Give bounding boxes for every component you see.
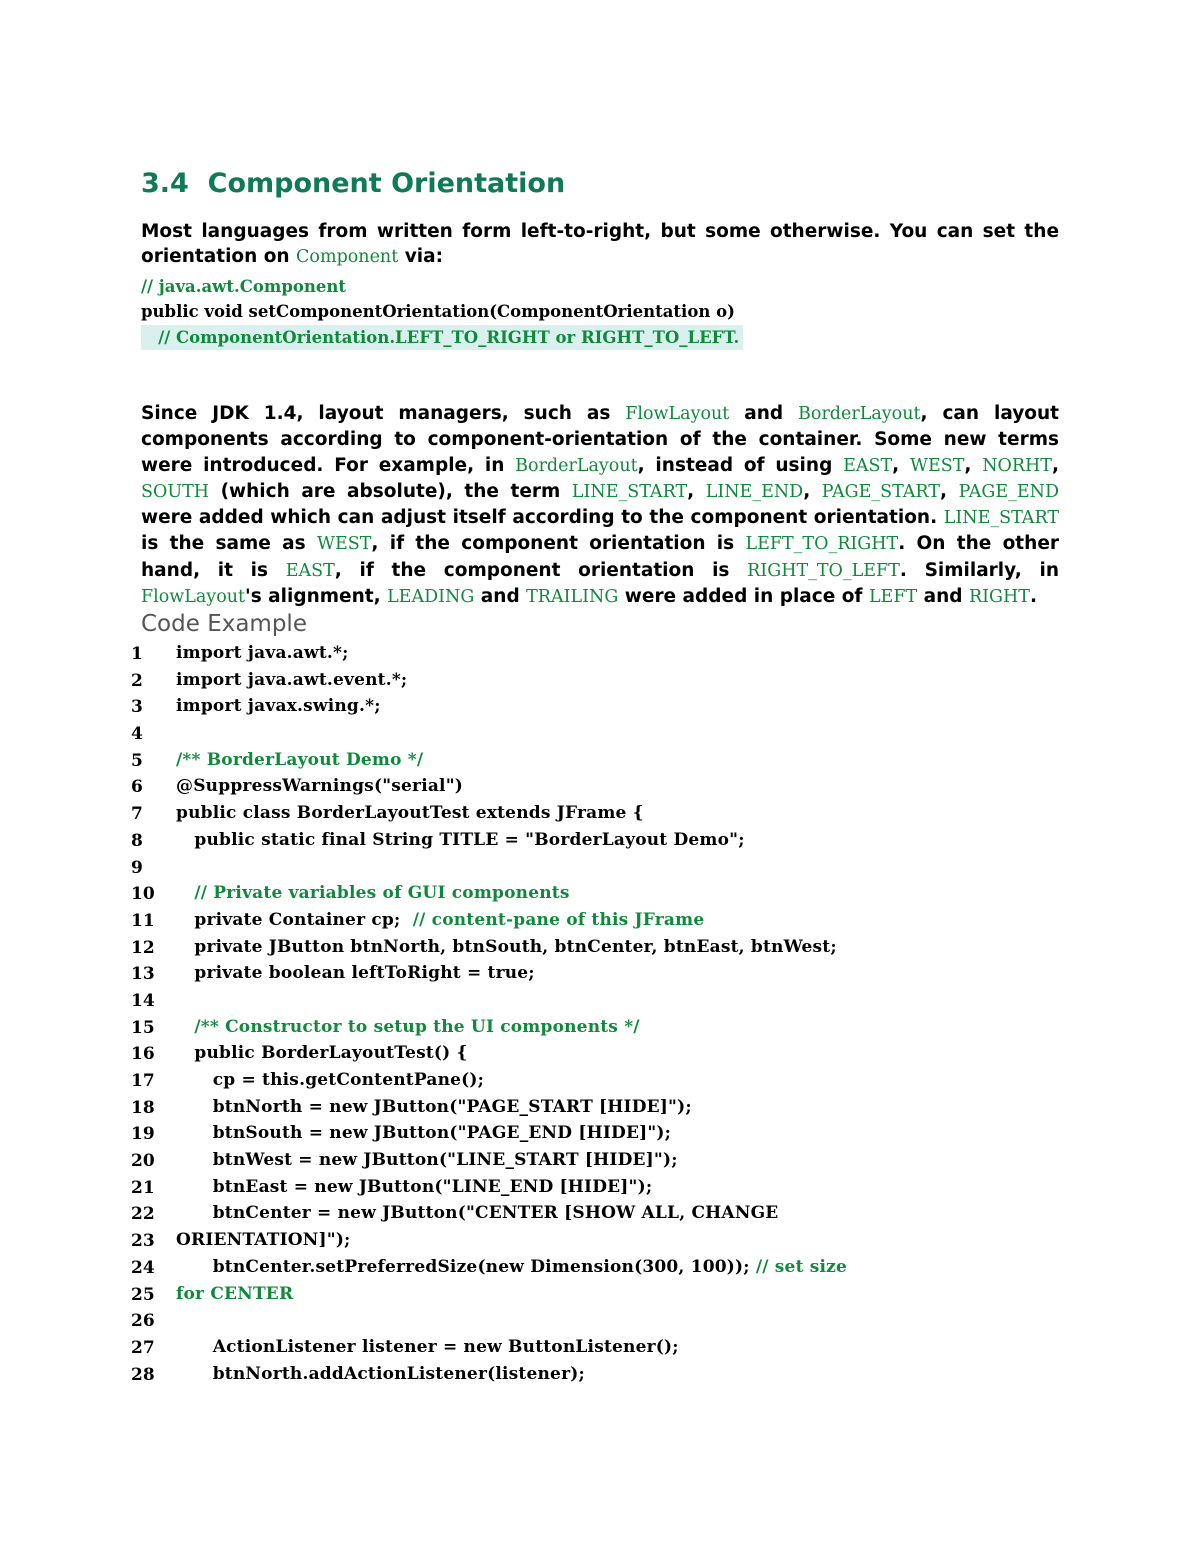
inline-code: LEFT_TO_RIGHT (745, 534, 899, 555)
line-number: 10 (131, 884, 155, 905)
inline-code: TRAILING (526, 587, 619, 608)
inline-code: RIGHT_TO_LEFT (747, 560, 900, 581)
inline-code: PAGE_START (821, 481, 940, 502)
code-token: ORIENTATION]"); (176, 1230, 351, 1251)
inline-code: EAST (285, 560, 335, 581)
code-text (176, 883, 570, 903)
signature-comment: // java.awt.Component (141, 277, 346, 296)
signature-method: public void setComponentOrientation(ComponentOrientation o) (141, 302, 735, 321)
code-line (131, 1309, 1059, 1336)
code-token: btnEast = new JButton("LINE_END [HIDE]"); (176, 1176, 653, 1197)
code-line (131, 829, 1059, 856)
code-line (131, 722, 1059, 749)
body-text: , (892, 454, 910, 476)
code-text (176, 1017, 640, 1037)
body-text: were added in place of (618, 586, 869, 608)
body-text: . Similarly, in (899, 559, 1059, 581)
code-line (131, 882, 1059, 909)
inline-code: WEST (316, 534, 372, 555)
code-text (176, 1177, 652, 1197)
inline-code: EAST (843, 455, 893, 476)
body-paragraph (141, 401, 1059, 610)
code-text (176, 1364, 585, 1384)
code-text (176, 1150, 678, 1170)
code-comment: for CENTER (176, 1283, 294, 1304)
line-number: 3 (131, 697, 143, 718)
code-token: private Container cp; (176, 909, 413, 930)
line-number: 6 (131, 777, 143, 798)
line-number: 25 (131, 1284, 155, 1305)
inline-code: LINE_START (943, 508, 1059, 529)
code-line (131, 1149, 1059, 1176)
code-text (176, 830, 745, 850)
code-line (131, 989, 1059, 1016)
code-token: btnNorth.addActionListener(listener); (176, 1363, 585, 1384)
intro-text-end: via: (398, 246, 443, 268)
body-text: and (917, 586, 969, 608)
line-number: 20 (131, 1151, 155, 1172)
inline-code: LEADING (387, 587, 475, 608)
code-line (131, 962, 1059, 989)
code-text (176, 1043, 468, 1063)
code-text (176, 963, 535, 983)
body-text: , if the component orientation is (371, 533, 746, 555)
line-number: 1 (131, 644, 143, 664)
code-token: btnCenter.setPreferredSize(new Dimension(300, 100)); (176, 1256, 756, 1277)
code-text (176, 1284, 293, 1304)
code-token: import javax.swing.*; (176, 696, 381, 717)
code-listing (131, 642, 1059, 1389)
inline-code: FlowLayout (625, 404, 730, 424)
code-comment: /** BorderLayout Demo */ (176, 749, 424, 770)
line-number: 14 (131, 990, 155, 1011)
code-line (131, 749, 1059, 776)
code-text (176, 1337, 679, 1357)
section-heading: 3.4 Component Orientation (141, 168, 566, 199)
code-token: private boolean leftToRight = true; (176, 963, 535, 984)
signature-note: // ComponentOrientation.LEFT_TO_RIGHT or RIGHT_TO_LEFT. (141, 325, 743, 350)
line-number: 19 (131, 1124, 155, 1145)
code-line (131, 1256, 1059, 1283)
code-token: btnSouth = new JButton("PAGE_END [HIDE]"); (176, 1123, 672, 1144)
code-line (131, 909, 1059, 936)
code-text (176, 750, 423, 770)
code-token (176, 883, 194, 903)
code-token: btnNorth = new JButton("PAGE_START [HIDE]"); (176, 1096, 692, 1117)
code-token: btnCenter = new JButton("CENTER [SHOW ALL, CHANGE (176, 1203, 779, 1224)
code-line (131, 1042, 1059, 1069)
line-number: 2 (131, 670, 143, 691)
inline-code: LEFT (868, 587, 918, 608)
intro-code: Component (296, 247, 399, 268)
code-line (131, 936, 1059, 963)
body-text: . On the other hand, it is (141, 533, 1059, 581)
body-text: . (1029, 586, 1037, 608)
body-text: is the same as (141, 533, 317, 555)
body-text: , if the component orientation is (334, 559, 748, 581)
code-text (176, 1257, 847, 1277)
code-line (131, 802, 1059, 829)
code-token: cp = this.getContentPane(); (176, 1070, 485, 1090)
code-text (176, 643, 349, 663)
code-line (131, 775, 1059, 802)
code-text (176, 696, 381, 716)
body-text: Since JDK 1.4, layout managers, such as (141, 403, 626, 424)
code-text (176, 1123, 671, 1143)
line-number: 24 (131, 1257, 155, 1278)
code-line (131, 1176, 1059, 1203)
code-token (176, 1017, 194, 1037)
inline-code: BorderLayout (798, 404, 921, 424)
intro-text: Most languages from written form left-to-right, but some otherwise. You can set the orientation on (141, 221, 1059, 268)
code-token: @SuppressWarnings("serial") (176, 776, 464, 797)
body-text: , (1051, 454, 1059, 476)
code-line (131, 1283, 1059, 1310)
code-text (176, 670, 407, 690)
code-example-title: Code Example (141, 611, 307, 637)
inline-code: BorderLayout (515, 455, 638, 476)
code-token: public class BorderLayoutTest extends JFrame { (176, 803, 644, 824)
code-line (131, 1016, 1059, 1043)
code-token: btnWest = new JButton("LINE_START [HIDE]"); (176, 1150, 678, 1171)
body-text: and (729, 403, 799, 424)
code-line (131, 1363, 1059, 1390)
inline-code: LINE_START (571, 481, 688, 502)
body-text: , instead of using (637, 454, 844, 476)
intro-paragraph (141, 219, 1059, 271)
line-number: 8 (131, 830, 143, 851)
code-comment: /** Constructor to setup the UI components */ (194, 1016, 640, 1037)
code-line (131, 856, 1059, 883)
code-comment: // Private variables of GUI components (194, 883, 570, 904)
code-line (131, 1336, 1059, 1363)
code-line (131, 1122, 1059, 1149)
body-text: and (474, 586, 527, 608)
line-number: 18 (131, 1097, 155, 1118)
line-number: 23 (131, 1231, 155, 1252)
code-line (131, 1229, 1059, 1256)
line-number: 21 (131, 1177, 155, 1198)
code-line (131, 695, 1059, 722)
code-text (176, 1230, 351, 1250)
line-number: 26 (131, 1311, 155, 1332)
inline-code: WEST (909, 455, 965, 476)
code-text (176, 1097, 692, 1117)
inline-code: FlowLayout (141, 587, 246, 608)
code-line (131, 1202, 1059, 1229)
line-number: 28 (131, 1364, 155, 1385)
body-text: , (964, 454, 983, 476)
code-token: private JButton btnNorth, btnSouth, btnCenter, btnEast, btnWest; (176, 936, 837, 957)
code-text (176, 1203, 778, 1223)
inline-code: PAGE_END (958, 481, 1059, 502)
inline-code: SOUTH (141, 481, 210, 502)
code-text (176, 776, 463, 796)
line-number: 27 (131, 1337, 155, 1358)
code-token: public BorderLayoutTest() { (176, 1043, 468, 1064)
line-number: 15 (131, 1017, 155, 1038)
line-number: 13 (131, 964, 155, 985)
line-number: 22 (131, 1204, 155, 1225)
line-number: 17 (131, 1071, 155, 1091)
inline-code: NORHT (982, 455, 1052, 476)
body-text: were added which can adjust itself according to the component orientation. (141, 507, 944, 529)
code-token: public static final String TITLE = "BorderLayout Demo"; (176, 829, 745, 850)
line-number: 4 (131, 724, 143, 745)
code-text (176, 937, 837, 957)
body-text: (which are absolute), the term (209, 480, 572, 502)
code-comment: // content-pane of this JFrame (412, 909, 705, 930)
body-text: , (939, 480, 959, 502)
body-text: , can layout components according to component-orientation of the container. Some new terms were introduced. For example, in (141, 403, 1060, 476)
code-token: import java.awt.*; (176, 643, 349, 663)
code-line (131, 1096, 1059, 1123)
line-number: 11 (131, 910, 155, 931)
code-text (176, 910, 704, 930)
body-text: 's alignment, (245, 586, 388, 608)
code-text (176, 1070, 484, 1090)
line-number: 5 (131, 750, 143, 771)
code-comment: // set size (755, 1256, 848, 1277)
code-text (176, 803, 644, 823)
inline-code: RIGHT (968, 587, 1030, 608)
code-token: ActionListener listener = new ButtonListener(); (176, 1336, 679, 1357)
inline-code: LINE_END (705, 481, 804, 502)
line-number: 12 (131, 937, 155, 958)
body-text: , (687, 480, 706, 502)
code-token: import java.awt.event.*; (176, 669, 408, 690)
line-number: 9 (131, 857, 143, 878)
code-line (131, 642, 1059, 669)
line-number: 16 (131, 1044, 155, 1065)
code-line (131, 669, 1059, 696)
line-number: 7 (131, 804, 143, 825)
code-line (131, 1069, 1059, 1096)
body-text: , (803, 480, 822, 502)
